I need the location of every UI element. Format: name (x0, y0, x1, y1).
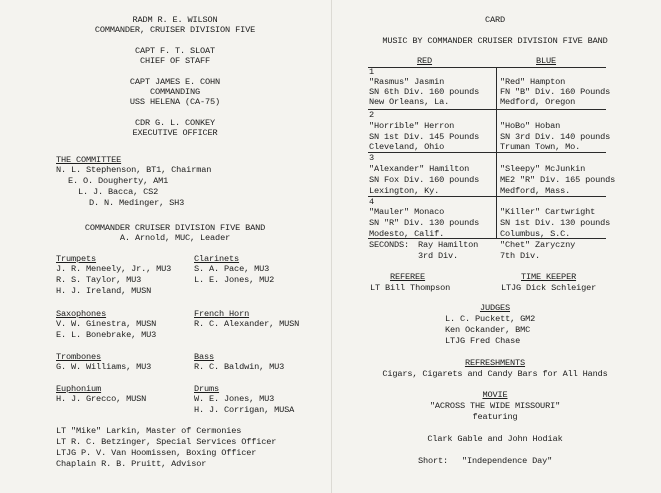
band-member: R. S. Taylor, MU3 (56, 275, 142, 285)
left-header-line: CAPT F. T. SLOAT (134, 46, 216, 56)
left-header-line: CHIEF OF STAFF (139, 56, 211, 66)
red-boxer-info: SN 1st Div. 145 Pounds (369, 132, 480, 142)
red-boxer-name: "Horrible" Herron (369, 121, 455, 131)
seconds-red-name: Ray Hamilton (418, 240, 479, 250)
page-fold (331, 0, 332, 493)
band-member: H. J. Ireland, MUSN (56, 286, 152, 296)
committee-member: E. O. Dougherty, AM1 (68, 176, 169, 186)
grid-line (368, 152, 606, 153)
red-boxer-hometown: New Orleans, La. (369, 97, 450, 107)
committee-member: L. J. Bacca, CS2 (78, 187, 159, 197)
card-title: CARD (484, 15, 506, 25)
left-header-line: COMMANDER, CRUISER DIVISION FIVE (94, 25, 256, 35)
judge-name: LTJG Fred Chase (445, 336, 521, 346)
blue-boxer-name: "Sleepy" McJunkin (500, 164, 586, 174)
red-boxer-name: "Mauler" Monaco (369, 207, 445, 217)
judges-title: JUDGES (479, 303, 511, 313)
committee-member: N. L. Stephenson, BT1, Chairman (56, 165, 212, 175)
movie-featuring: featuring (472, 412, 518, 422)
seconds-blue-div: 7th Div. (500, 251, 541, 261)
movie-name: "ACROSS THE WIDE MISSOURI" (429, 401, 561, 411)
band-member: L. E. Jones, MU2 (194, 275, 275, 285)
blue-boxer-hometown: Truman Town, Mo. (500, 142, 581, 152)
referee-name: LT Bill Thompson (370, 283, 451, 293)
section-title-euphonium: Euphonium (56, 384, 102, 394)
section-title-drums: Drums (194, 384, 220, 394)
column-red: RED (417, 56, 433, 66)
movie-title: MOVIE (482, 390, 508, 400)
bout-number: 3 (369, 153, 375, 163)
left-header-line: USS HELENA (CA-75) (129, 97, 221, 107)
blue-boxer-name: "Killer" Cartwright (500, 207, 596, 217)
grid-divider (496, 67, 497, 238)
red-boxer-info: SN 6th Div. 160 pounds (369, 87, 480, 97)
band-member: H. J. Grecco, MUSN (56, 394, 147, 404)
section-title-bass: Bass (194, 352, 215, 362)
left-header-line: EXECUTIVE OFFICER (132, 128, 218, 138)
red-boxer-name: "Alexander" Hamilton (369, 164, 470, 174)
bout-number: 1 (369, 67, 375, 77)
blue-boxer-info: SN 3rd Div. 140 pounds (500, 132, 611, 142)
blue-boxer-name: "Red" Hampton (500, 77, 566, 87)
band-member: V. W. Ginestra, MUSN (56, 319, 157, 329)
footer-line: Chaplain R. B. Pruitt, Advisor (56, 459, 207, 469)
band-member: R. C. Alexander, MUSN (194, 319, 300, 329)
left-header-line: RADM R. E. WILSON (132, 15, 218, 25)
blue-boxer-info: FN "B" Div. 160 Pounds (500, 87, 611, 97)
bout-number: 2 (369, 110, 375, 120)
band-leader: A. Arnold, MUC, Leader (119, 233, 231, 243)
timekeeper-title: TIME KEEPER (521, 272, 577, 282)
left-header-line: CDR G. L. CONKEY (134, 118, 216, 128)
seconds-red-div: 3rd Div. (418, 251, 459, 261)
grid-line (368, 67, 606, 68)
band-title: COMMANDER CRUISER DIVISION FIVE BAND (84, 223, 266, 233)
judge-name: L. C. Puckett, GM2 (445, 314, 536, 324)
movie-stars: Clark Gable and John Hodiak (427, 434, 563, 444)
red-boxer-hometown: Lexington, Ky. (369, 186, 440, 196)
blue-boxer-hometown: Medford, Oregon (500, 97, 576, 107)
grid-line (368, 196, 606, 197)
committee-title: THE COMMITTEE (56, 155, 122, 165)
left-header-line: COMMANDING (149, 87, 201, 97)
blue-boxer-name: "HoBo" Hoban (500, 121, 561, 131)
footer-line: LTJG P. V. Van Hoomissen, Boxing Officer (56, 448, 257, 458)
band-member: J. R. Meneely, Jr., MU3 (56, 264, 172, 274)
seconds-label: SECONDS: (369, 240, 410, 250)
seconds-blue-name: "Chet" Zaryczny (500, 240, 576, 250)
bout-number: 4 (369, 197, 375, 207)
referee-title: REFEREE (390, 272, 426, 282)
grid-line (368, 109, 606, 110)
band-member: H. J. Corrigan, MUSA (194, 405, 295, 415)
band-member: E. L. Bonebrake, MU3 (56, 330, 157, 340)
refreshments-text: Cigars, Cigarets and Candy Bars for All Hands (382, 369, 608, 379)
section-title-saxophones: Saxophones (56, 309, 107, 319)
section-title-trombones: Trombones (56, 352, 102, 362)
red-boxer-info: SN "R" Div. 130 pounds (369, 218, 480, 228)
red-boxer-hometown: Cleveland, Ohio (369, 142, 445, 152)
red-boxer-hometown: Modesto, Calif. (369, 229, 445, 239)
short-label: Short: (418, 456, 449, 466)
band-member: G. W. Williams, MU3 (56, 362, 152, 372)
red-boxer-info: SN Fox Div. 160 pounds (369, 175, 480, 185)
card-subtitle: MUSIC BY COMMANDER CRUISER DIVISION FIVE BAND (382, 36, 608, 46)
column-blue: BLUE (536, 56, 557, 66)
section-title-clarinets: Clarinets (194, 254, 240, 264)
committee-member: D. N. Medinger, SH3 (89, 198, 185, 208)
blue-boxer-info: SN 1st Div. 130 pounds (500, 218, 611, 228)
blue-boxer-info: ME2 "R" Div. 165 pounds (500, 175, 616, 185)
band-member: S. A. Pace, MU3 (194, 264, 270, 274)
judge-name: Ken Ockander, BMC (445, 325, 531, 335)
timekeeper-name: LTJG Dick Schleiger (501, 283, 597, 293)
footer-line: LT "Mike" Larkin, Master of Cermonies (56, 426, 242, 436)
section-title-trumpets: Trumpets (56, 254, 97, 264)
blue-boxer-hometown: Columbus, S.C. (500, 229, 571, 239)
refreshments-title: REFRESHMENTS (464, 358, 526, 368)
band-member: R. C. Baldwin, MU3 (194, 362, 285, 372)
footer-line: LT R. C. Betzinger, Special Services Officer (56, 437, 277, 447)
section-title-french-horn: French Horn (194, 309, 250, 319)
blue-boxer-hometown: Medford, Mass. (500, 186, 571, 196)
red-boxer-name: "Rasmus" Jasmin (369, 77, 445, 87)
left-header-line: CAPT JAMES E. COHN (129, 77, 221, 87)
band-member: W. E. Jones, MU3 (194, 394, 275, 404)
short-title: "Independence Day" (462, 456, 553, 466)
